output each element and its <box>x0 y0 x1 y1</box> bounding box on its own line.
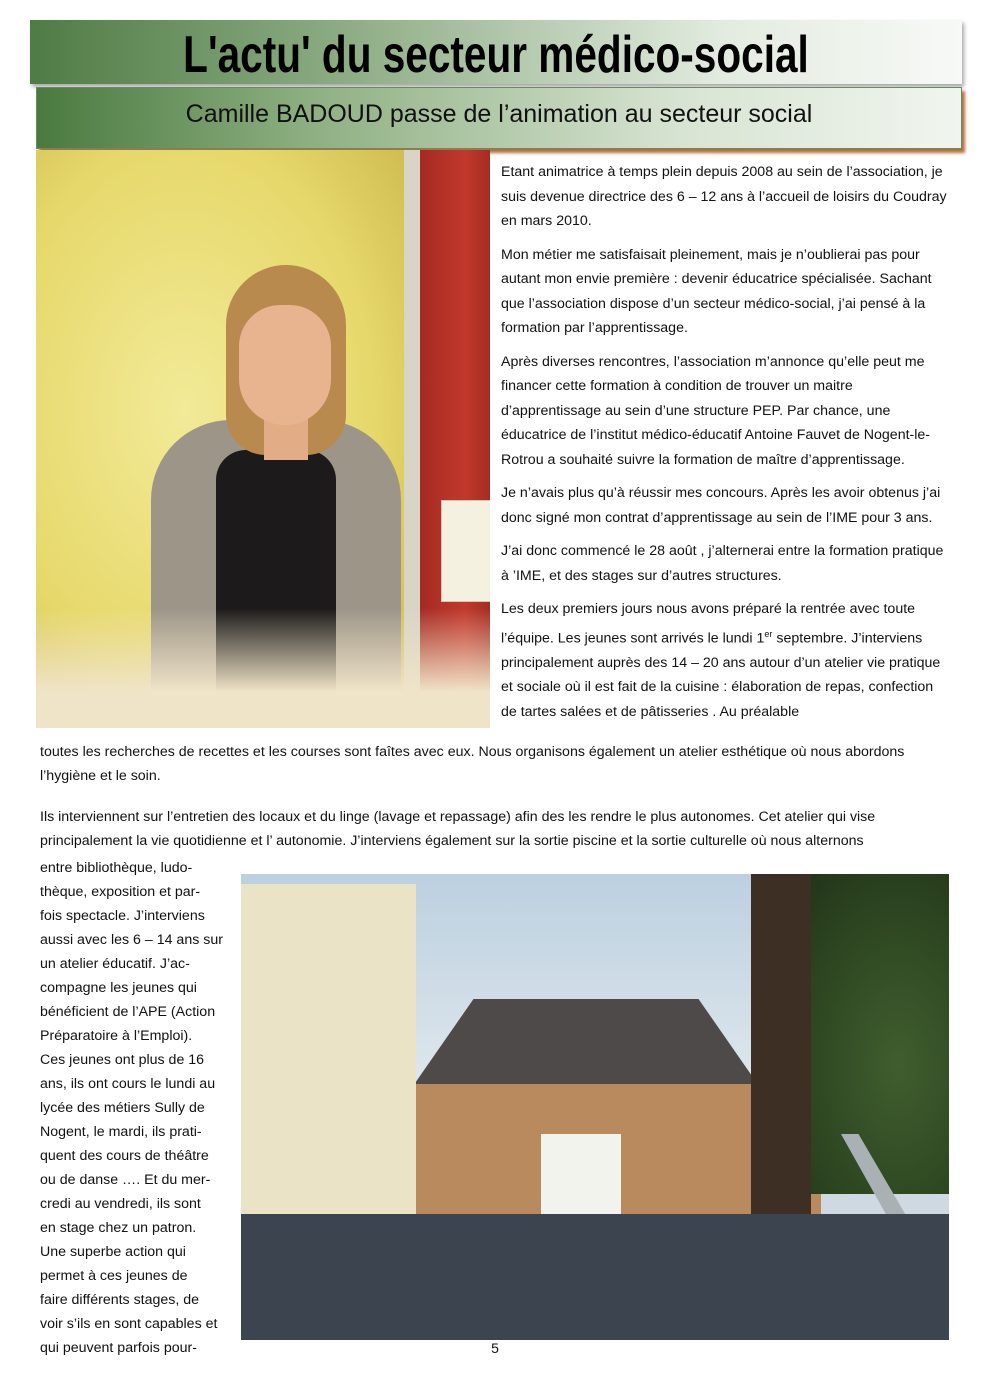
text-line: ans, ils ont cours le lundi au <box>40 1076 216 1092</box>
paragraph: J’ai donc commencé le 28 août , j’alternerai entre la formation pratique à ’IME, et des stages sur d’autres structures. <box>501 543 944 584</box>
text-line: fois spectacle. J’interviens <box>40 908 205 924</box>
article-title: Camille BADOUD passe de l’animation au secteur social <box>185 100 813 128</box>
article-title-bar <box>36 87 962 149</box>
paragraph: Mon métier me satisfaisait pleinement, mais je n’oublierai pas pour autant mon envie première : devenir éducatrice spécialisée. Sachant que l’association dispose d’un secteur médico-social, j’ai pensé à la formation par l’apprentissage. <box>501 246 932 336</box>
text-line: Ces jeunes ont plus de 16 <box>40 1052 205 1068</box>
article-left-column <box>40 856 236 1360</box>
text-line: permet à ces jeunes de <box>40 1268 188 1284</box>
text-line: aussi avec les 6 – 14 ans sur <box>40 932 223 948</box>
text-line: un atelier éducatif. J’ac- <box>40 956 190 972</box>
text-line: voir s’ils en sont capables et <box>40 1316 218 1332</box>
portrait-photo <box>36 150 490 728</box>
text-line: Une superbe action qui <box>40 1244 186 1260</box>
paragraph: Après diverses rencontres, l’association m’annonce qu’elle peut me financer cette formation à condition de trouver un maitre d’apprentissage au sein d’une structure PEP. Par chance, une éducatrice de l’institut médico-éducatif Antoine Fauvet de Nogent-le-Rotrou a souhaité suivre la formation de maître d’apprentissage. <box>501 353 931 468</box>
paragraph: Les deux premiers jours nous avons préparé la rentrée avec toute l’équipe. Les jeunes sont arrivés le lundi 1er septembre. J’interviens principalement auprès des 14 – 20 ans autour d’un atelier vie pratique et sociale où il est fait de la cuisine : élaboration de repas, confection de tartes salées et de pâtisseries . Au préalable <box>501 601 941 720</box>
section-banner <box>30 20 962 84</box>
text-line: lycée des métiers Sully de <box>40 1100 205 1116</box>
paragraph: Ils interviennent sur l’entretien des locaux et du linge (lavage et repassage) afin des les rendre le plus autonomes. Cet atelier qui vise principalement la vie quotidienne et l’ autonomie. J’interviens également sur la sortie piscine et la sortie culturelle où nous alternons <box>40 809 876 849</box>
building-photo <box>241 874 949 1340</box>
text-line: quent des cours de théâtre <box>40 1148 209 1164</box>
text-line: qui peuvent parfois pour- <box>40 1340 197 1356</box>
text-line: en stage chez un patron. <box>40 1220 197 1236</box>
text-line: Préparatoire à l’Emploi). <box>40 1028 193 1044</box>
text-line: faire différents stages, de <box>40 1292 200 1308</box>
text-line: entre bibliothèque, ludo- <box>40 860 193 876</box>
text-line: Nogent, le mardi, ils prati- <box>40 1124 202 1140</box>
text-line: thèque, exposition et par- <box>40 884 201 900</box>
page-number: 5 <box>491 1340 499 1356</box>
text-line: ou de danse …. Et du mer- <box>40 1172 211 1188</box>
article-right-column <box>501 160 950 724</box>
section-title: L'actu' du secteur médico-social <box>183 26 809 84</box>
text-line: bénéficient de l’APE (Action <box>40 1004 216 1020</box>
text-line: compagne les jeunes qui <box>40 980 197 996</box>
text-line: credi au vendredi, ils sont <box>40 1196 201 1212</box>
paragraph: Je n’avais plus qu’à réussir mes concours. Après les avoir obtenus j’ai donc signé mon contrat d’apprentissage au sein de l’IME pour 3 ans. <box>501 485 941 526</box>
paragraph: toutes les recherches de recettes et les courses sont faîtes avec eux. Nous organisons également un atelier esthétique où nous abordons l’hygiène et le soin. <box>40 744 905 784</box>
paragraph: Etant animatrice à temps plein depuis 2008 au sein de l’association, je suis devenue directrice des 6 – 12 ans à l’accueil de loisirs du Coudray en mars 2010. <box>501 164 947 229</box>
